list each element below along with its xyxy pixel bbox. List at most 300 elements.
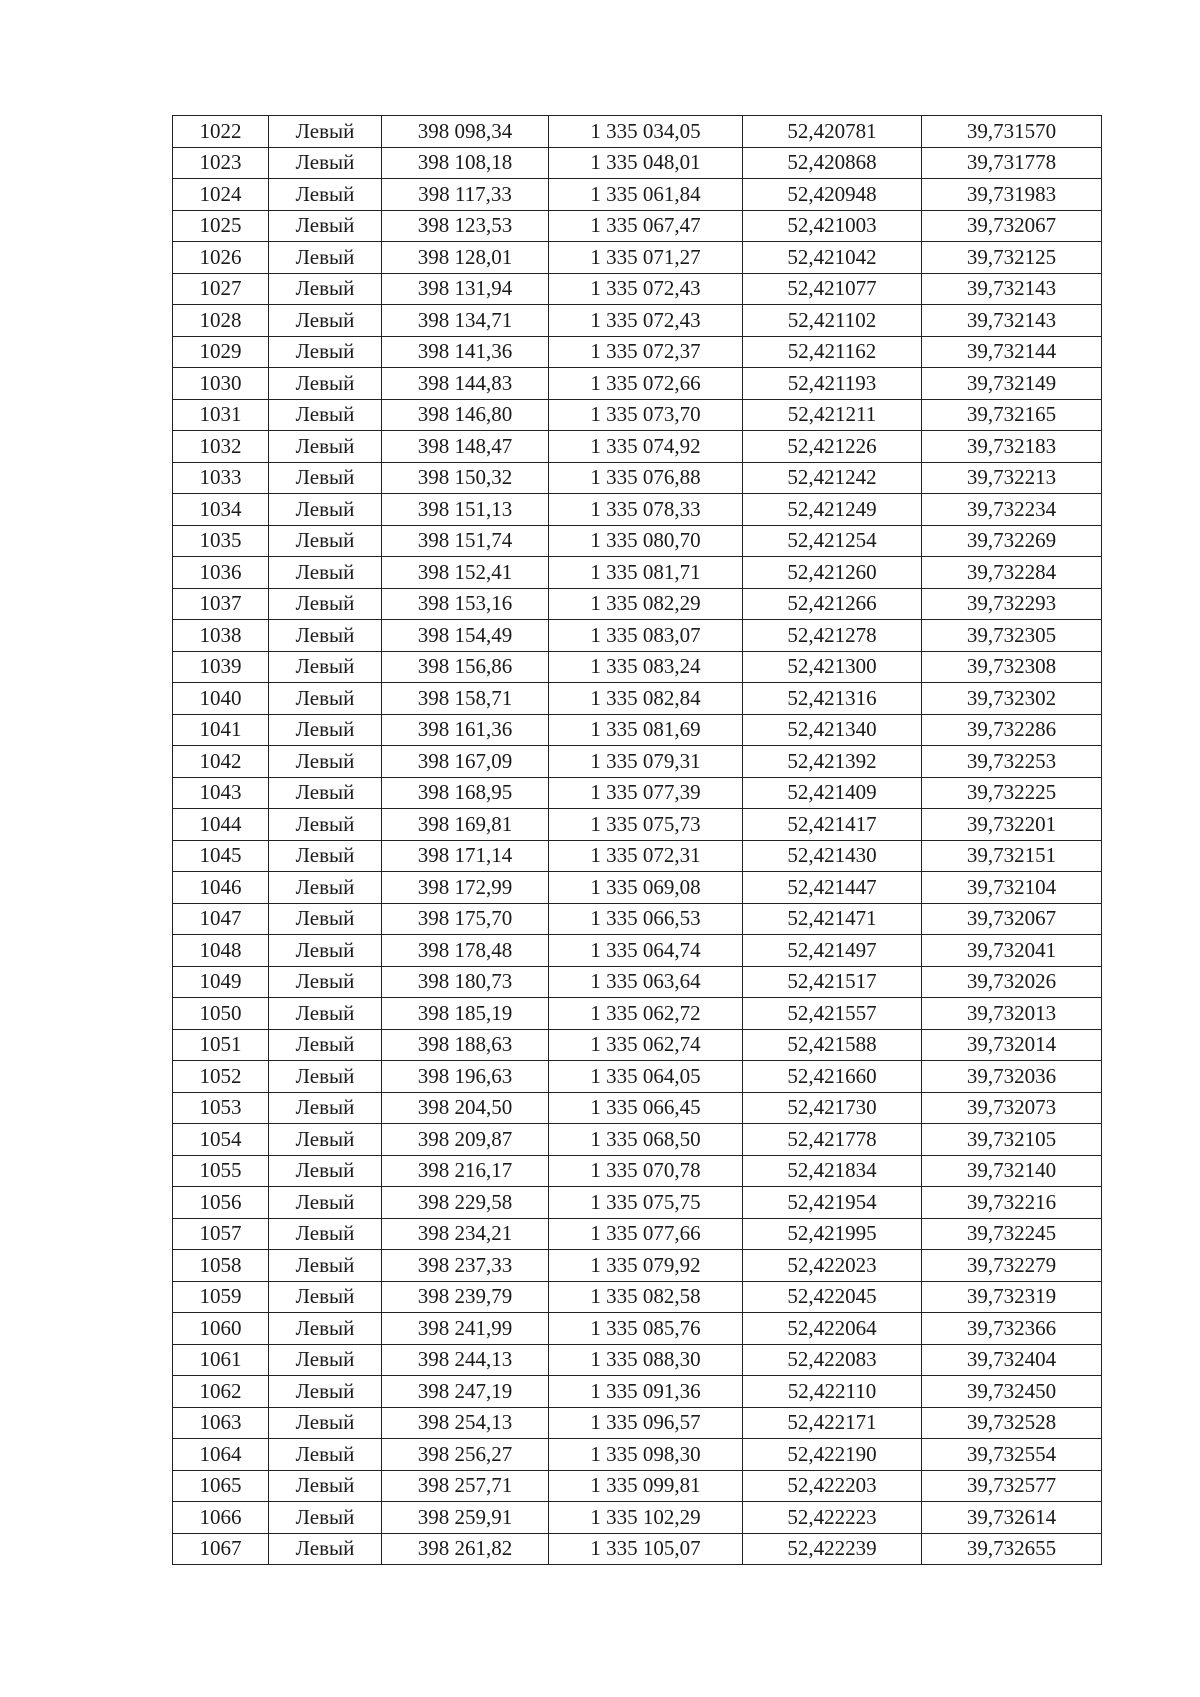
x-coordinate-cell: 398 216,17	[382, 1155, 549, 1187]
y-coordinate-cell: 1 335 068,50	[549, 1124, 743, 1156]
side-cell: Левый	[269, 746, 382, 778]
x-coordinate-cell: 398 188,63	[382, 1029, 549, 1061]
longitude-cell: 39,732104	[922, 872, 1102, 904]
latitude-cell: 52,421260	[743, 557, 922, 589]
point-number-cell: 1051	[173, 1029, 269, 1061]
table-row	[173, 1533, 1102, 1565]
latitude-cell: 52,421266	[743, 588, 922, 620]
point-number-cell: 1067	[173, 1533, 269, 1565]
latitude-cell: 52,421211	[743, 399, 922, 431]
y-coordinate-cell: 1 335 074,92	[549, 431, 743, 463]
side-cell: Левый	[269, 998, 382, 1030]
side-cell: Левый	[269, 431, 382, 463]
table-row	[173, 1376, 1102, 1408]
point-number-cell: 1064	[173, 1439, 269, 1471]
table-row	[173, 399, 1102, 431]
longitude-cell: 39,732286	[922, 714, 1102, 746]
y-coordinate-cell: 1 335 099,81	[549, 1470, 743, 1502]
longitude-cell: 39,732014	[922, 1029, 1102, 1061]
x-coordinate-cell: 398 171,14	[382, 840, 549, 872]
side-cell: Левый	[269, 557, 382, 589]
x-coordinate-cell: 398 209,87	[382, 1124, 549, 1156]
x-coordinate-cell: 398 257,71	[382, 1470, 549, 1502]
latitude-cell: 52,421042	[743, 242, 922, 274]
longitude-cell: 39,732041	[922, 935, 1102, 967]
table-row	[173, 1092, 1102, 1124]
x-coordinate-cell: 398 123,53	[382, 210, 549, 242]
latitude-cell: 52,421471	[743, 903, 922, 935]
y-coordinate-cell: 1 335 064,05	[549, 1061, 743, 1093]
longitude-cell: 39,731778	[922, 147, 1102, 179]
longitude-cell: 39,732125	[922, 242, 1102, 274]
x-coordinate-cell: 398 150,32	[382, 462, 549, 494]
y-coordinate-cell: 1 335 069,08	[549, 872, 743, 904]
table-row	[173, 714, 1102, 746]
y-coordinate-cell: 1 335 083,07	[549, 620, 743, 652]
latitude-cell: 52,421995	[743, 1218, 922, 1250]
point-number-cell: 1039	[173, 651, 269, 683]
longitude-cell: 39,732105	[922, 1124, 1102, 1156]
latitude-cell: 52,421254	[743, 525, 922, 557]
table-row	[173, 1218, 1102, 1250]
latitude-cell: 52,421730	[743, 1092, 922, 1124]
table-row	[173, 1029, 1102, 1061]
y-coordinate-cell: 1 335 077,66	[549, 1218, 743, 1250]
latitude-cell: 52,422171	[743, 1407, 922, 1439]
x-coordinate-cell: 398 158,71	[382, 683, 549, 715]
side-cell: Левый	[269, 305, 382, 337]
latitude-cell: 52,422203	[743, 1470, 922, 1502]
coordinates-table	[172, 115, 1102, 1565]
table-row	[173, 494, 1102, 526]
point-number-cell: 1049	[173, 966, 269, 998]
table-row	[173, 147, 1102, 179]
y-coordinate-cell: 1 335 066,45	[549, 1092, 743, 1124]
y-coordinate-cell: 1 335 080,70	[549, 525, 743, 557]
longitude-cell: 39,732655	[922, 1533, 1102, 1565]
longitude-cell: 39,732614	[922, 1502, 1102, 1534]
longitude-cell: 39,732308	[922, 651, 1102, 683]
y-coordinate-cell: 1 335 062,74	[549, 1029, 743, 1061]
y-coordinate-cell: 1 335 073,70	[549, 399, 743, 431]
table-row	[173, 179, 1102, 211]
x-coordinate-cell: 398 167,09	[382, 746, 549, 778]
y-coordinate-cell: 1 335 070,78	[549, 1155, 743, 1187]
longitude-cell: 39,731983	[922, 179, 1102, 211]
side-cell: Левый	[269, 1218, 382, 1250]
y-coordinate-cell: 1 335 072,37	[549, 336, 743, 368]
point-number-cell: 1062	[173, 1376, 269, 1408]
side-cell: Левый	[269, 1502, 382, 1534]
longitude-cell: 39,732225	[922, 777, 1102, 809]
longitude-cell: 39,732293	[922, 588, 1102, 620]
side-cell: Левый	[269, 588, 382, 620]
y-coordinate-cell: 1 335 067,47	[549, 210, 743, 242]
y-coordinate-cell: 1 335 072,31	[549, 840, 743, 872]
point-number-cell: 1063	[173, 1407, 269, 1439]
side-cell: Левый	[269, 809, 382, 841]
point-number-cell: 1024	[173, 179, 269, 211]
table-row	[173, 273, 1102, 305]
side-cell: Левый	[269, 1155, 382, 1187]
side-cell: Левый	[269, 840, 382, 872]
x-coordinate-cell: 398 237,33	[382, 1250, 549, 1282]
latitude-cell: 52,421409	[743, 777, 922, 809]
y-coordinate-cell: 1 335 048,01	[549, 147, 743, 179]
side-cell: Левый	[269, 1092, 382, 1124]
coordinates-table-body	[173, 116, 1102, 1565]
side-cell: Левый	[269, 1344, 382, 1376]
latitude-cell: 52,421077	[743, 273, 922, 305]
y-coordinate-cell: 1 335 079,92	[549, 1250, 743, 1282]
longitude-cell: 39,732143	[922, 305, 1102, 337]
longitude-cell: 39,732151	[922, 840, 1102, 872]
point-number-cell: 1050	[173, 998, 269, 1030]
latitude-cell: 52,420948	[743, 179, 922, 211]
latitude-cell: 52,421242	[743, 462, 922, 494]
longitude-cell: 39,732201	[922, 809, 1102, 841]
longitude-cell: 39,732284	[922, 557, 1102, 589]
point-number-cell: 1023	[173, 147, 269, 179]
point-number-cell: 1065	[173, 1470, 269, 1502]
x-coordinate-cell: 398 247,19	[382, 1376, 549, 1408]
table-row	[173, 1502, 1102, 1534]
x-coordinate-cell: 398 108,18	[382, 147, 549, 179]
point-number-cell: 1038	[173, 620, 269, 652]
point-number-cell: 1057	[173, 1218, 269, 1250]
y-coordinate-cell: 1 335 066,53	[549, 903, 743, 935]
x-coordinate-cell: 398 234,21	[382, 1218, 549, 1250]
x-coordinate-cell: 398 148,47	[382, 431, 549, 463]
y-coordinate-cell: 1 335 064,74	[549, 935, 743, 967]
longitude-cell: 39,732143	[922, 273, 1102, 305]
y-coordinate-cell: 1 335 072,66	[549, 368, 743, 400]
side-cell: Левый	[269, 368, 382, 400]
side-cell: Левый	[269, 620, 382, 652]
side-cell: Левый	[269, 1250, 382, 1282]
longitude-cell: 39,732073	[922, 1092, 1102, 1124]
x-coordinate-cell: 398 151,74	[382, 525, 549, 557]
table-row	[173, 336, 1102, 368]
y-coordinate-cell: 1 335 061,84	[549, 179, 743, 211]
longitude-cell: 39,732149	[922, 368, 1102, 400]
side-cell: Левый	[269, 1439, 382, 1471]
side-cell: Левый	[269, 1407, 382, 1439]
latitude-cell: 52,421300	[743, 651, 922, 683]
x-coordinate-cell: 398 146,80	[382, 399, 549, 431]
longitude-cell: 39,732577	[922, 1470, 1102, 1502]
point-number-cell: 1066	[173, 1502, 269, 1534]
point-number-cell: 1034	[173, 494, 269, 526]
latitude-cell: 52,421954	[743, 1187, 922, 1219]
point-number-cell: 1037	[173, 588, 269, 620]
y-coordinate-cell: 1 335 062,72	[549, 998, 743, 1030]
latitude-cell: 52,421497	[743, 935, 922, 967]
point-number-cell: 1044	[173, 809, 269, 841]
latitude-cell: 52,421003	[743, 210, 922, 242]
latitude-cell: 52,421249	[743, 494, 922, 526]
table-row	[173, 840, 1102, 872]
point-number-cell: 1025	[173, 210, 269, 242]
latitude-cell: 52,421517	[743, 966, 922, 998]
point-number-cell: 1056	[173, 1187, 269, 1219]
longitude-cell: 39,732234	[922, 494, 1102, 526]
y-coordinate-cell: 1 335 075,75	[549, 1187, 743, 1219]
y-coordinate-cell: 1 335 082,29	[549, 588, 743, 620]
side-cell: Левый	[269, 1470, 382, 1502]
latitude-cell: 52,420781	[743, 116, 922, 148]
latitude-cell: 52,421778	[743, 1124, 922, 1156]
y-coordinate-cell: 1 335 063,64	[549, 966, 743, 998]
y-coordinate-cell: 1 335 075,73	[549, 809, 743, 841]
table-row	[173, 1187, 1102, 1219]
longitude-cell: 39,732183	[922, 431, 1102, 463]
side-cell: Левый	[269, 399, 382, 431]
longitude-cell: 39,732026	[922, 966, 1102, 998]
latitude-cell: 52,422045	[743, 1281, 922, 1313]
side-cell: Левый	[269, 525, 382, 557]
latitude-cell: 52,422223	[743, 1502, 922, 1534]
point-number-cell: 1043	[173, 777, 269, 809]
side-cell: Левый	[269, 494, 382, 526]
point-number-cell: 1059	[173, 1281, 269, 1313]
table-row	[173, 1313, 1102, 1345]
longitude-cell: 39,732140	[922, 1155, 1102, 1187]
y-coordinate-cell: 1 335 079,31	[549, 746, 743, 778]
y-coordinate-cell: 1 335 082,58	[549, 1281, 743, 1313]
side-cell: Левый	[269, 1124, 382, 1156]
x-coordinate-cell: 398 168,95	[382, 777, 549, 809]
y-coordinate-cell: 1 335 096,57	[549, 1407, 743, 1439]
longitude-cell: 39,732067	[922, 210, 1102, 242]
y-coordinate-cell: 1 335 088,30	[549, 1344, 743, 1376]
x-coordinate-cell: 398 178,48	[382, 935, 549, 967]
point-number-cell: 1033	[173, 462, 269, 494]
longitude-cell: 39,732245	[922, 1218, 1102, 1250]
longitude-cell: 39,731570	[922, 116, 1102, 148]
x-coordinate-cell: 398 153,16	[382, 588, 549, 620]
point-number-cell: 1030	[173, 368, 269, 400]
point-number-cell: 1055	[173, 1155, 269, 1187]
side-cell: Левый	[269, 966, 382, 998]
x-coordinate-cell: 398 134,71	[382, 305, 549, 337]
x-coordinate-cell: 398 180,73	[382, 966, 549, 998]
side-cell: Левый	[269, 1187, 382, 1219]
side-cell: Левый	[269, 210, 382, 242]
y-coordinate-cell: 1 335 082,84	[549, 683, 743, 715]
point-number-cell: 1060	[173, 1313, 269, 1345]
point-number-cell: 1047	[173, 903, 269, 935]
x-coordinate-cell: 398 131,94	[382, 273, 549, 305]
y-coordinate-cell: 1 335 078,33	[549, 494, 743, 526]
longitude-cell: 39,732305	[922, 620, 1102, 652]
x-coordinate-cell: 398 144,83	[382, 368, 549, 400]
latitude-cell: 52,422023	[743, 1250, 922, 1282]
y-coordinate-cell: 1 335 085,76	[549, 1313, 743, 1345]
x-coordinate-cell: 398 151,13	[382, 494, 549, 526]
x-coordinate-cell: 398 229,58	[382, 1187, 549, 1219]
y-coordinate-cell: 1 335 102,29	[549, 1502, 743, 1534]
latitude-cell: 52,420868	[743, 147, 922, 179]
table-row	[173, 462, 1102, 494]
table-row	[173, 305, 1102, 337]
y-coordinate-cell: 1 335 076,88	[549, 462, 743, 494]
point-number-cell: 1052	[173, 1061, 269, 1093]
side-cell: Левый	[269, 1313, 382, 1345]
y-coordinate-cell: 1 335 072,43	[549, 273, 743, 305]
table-row	[173, 809, 1102, 841]
side-cell: Левый	[269, 872, 382, 904]
side-cell: Левый	[269, 242, 382, 274]
latitude-cell: 52,421162	[743, 336, 922, 368]
longitude-cell: 39,732450	[922, 1376, 1102, 1408]
x-coordinate-cell: 398 244,13	[382, 1344, 549, 1376]
x-coordinate-cell: 398 128,01	[382, 242, 549, 274]
x-coordinate-cell: 398 098,34	[382, 116, 549, 148]
table-row	[173, 620, 1102, 652]
table-row	[173, 777, 1102, 809]
x-coordinate-cell: 398 196,63	[382, 1061, 549, 1093]
side-cell: Левый	[269, 179, 382, 211]
longitude-cell: 39,732216	[922, 1187, 1102, 1219]
side-cell: Левый	[269, 651, 382, 683]
side-cell: Левый	[269, 1376, 382, 1408]
point-number-cell: 1053	[173, 1092, 269, 1124]
table-row	[173, 1250, 1102, 1282]
point-number-cell: 1035	[173, 525, 269, 557]
table-row	[173, 683, 1102, 715]
side-cell: Левый	[269, 1029, 382, 1061]
point-number-cell: 1022	[173, 116, 269, 148]
table-row	[173, 588, 1102, 620]
x-coordinate-cell: 398 259,91	[382, 1502, 549, 1534]
table-row	[173, 1061, 1102, 1093]
longitude-cell: 39,732366	[922, 1313, 1102, 1345]
side-cell: Левый	[269, 683, 382, 715]
point-number-cell: 1029	[173, 336, 269, 368]
table-row	[173, 368, 1102, 400]
table-row	[173, 651, 1102, 683]
latitude-cell: 52,421340	[743, 714, 922, 746]
point-number-cell: 1048	[173, 935, 269, 967]
latitude-cell: 52,421193	[743, 368, 922, 400]
side-cell: Левый	[269, 714, 382, 746]
point-number-cell: 1032	[173, 431, 269, 463]
table-row	[173, 872, 1102, 904]
point-number-cell: 1040	[173, 683, 269, 715]
y-coordinate-cell: 1 335 081,71	[549, 557, 743, 589]
longitude-cell: 39,732302	[922, 683, 1102, 715]
x-coordinate-cell: 398 117,33	[382, 179, 549, 211]
latitude-cell: 52,421102	[743, 305, 922, 337]
x-coordinate-cell: 398 152,41	[382, 557, 549, 589]
point-number-cell: 1058	[173, 1250, 269, 1282]
side-cell: Левый	[269, 935, 382, 967]
x-coordinate-cell: 398 239,79	[382, 1281, 549, 1313]
table-row	[173, 966, 1102, 998]
latitude-cell: 52,422190	[743, 1439, 922, 1471]
side-cell: Левый	[269, 1281, 382, 1313]
table-row	[173, 1155, 1102, 1187]
table-row	[173, 746, 1102, 778]
side-cell: Левый	[269, 903, 382, 935]
point-number-cell: 1041	[173, 714, 269, 746]
latitude-cell: 52,421660	[743, 1061, 922, 1093]
side-cell: Левый	[269, 462, 382, 494]
longitude-cell: 39,732253	[922, 746, 1102, 778]
latitude-cell: 52,422064	[743, 1313, 922, 1345]
x-coordinate-cell: 398 141,36	[382, 336, 549, 368]
x-coordinate-cell: 398 256,27	[382, 1439, 549, 1471]
latitude-cell: 52,422239	[743, 1533, 922, 1565]
longitude-cell: 39,732269	[922, 525, 1102, 557]
latitude-cell: 52,422083	[743, 1344, 922, 1376]
longitude-cell: 39,732528	[922, 1407, 1102, 1439]
table-row	[173, 998, 1102, 1030]
point-number-cell: 1036	[173, 557, 269, 589]
x-coordinate-cell: 398 261,82	[382, 1533, 549, 1565]
x-coordinate-cell: 398 161,36	[382, 714, 549, 746]
longitude-cell: 39,732404	[922, 1344, 1102, 1376]
x-coordinate-cell: 398 154,49	[382, 620, 549, 652]
point-number-cell: 1061	[173, 1344, 269, 1376]
point-number-cell: 1031	[173, 399, 269, 431]
longitude-cell: 39,732144	[922, 336, 1102, 368]
x-coordinate-cell: 398 175,70	[382, 903, 549, 935]
point-number-cell: 1045	[173, 840, 269, 872]
longitude-cell: 39,732213	[922, 462, 1102, 494]
latitude-cell: 52,421834	[743, 1155, 922, 1187]
y-coordinate-cell: 1 335 098,30	[549, 1439, 743, 1471]
table-row	[173, 525, 1102, 557]
latitude-cell: 52,421417	[743, 809, 922, 841]
point-number-cell: 1054	[173, 1124, 269, 1156]
longitude-cell: 39,732319	[922, 1281, 1102, 1313]
side-cell: Левый	[269, 336, 382, 368]
y-coordinate-cell: 1 335 083,24	[549, 651, 743, 683]
side-cell: Левый	[269, 777, 382, 809]
x-coordinate-cell: 398 172,99	[382, 872, 549, 904]
table-row	[173, 935, 1102, 967]
latitude-cell: 52,421588	[743, 1029, 922, 1061]
point-number-cell: 1027	[173, 273, 269, 305]
longitude-cell: 39,732165	[922, 399, 1102, 431]
x-coordinate-cell: 398 204,50	[382, 1092, 549, 1124]
table-row	[173, 903, 1102, 935]
table-row	[173, 210, 1102, 242]
latitude-cell: 52,422110	[743, 1376, 922, 1408]
latitude-cell: 52,421447	[743, 872, 922, 904]
y-coordinate-cell: 1 335 081,69	[549, 714, 743, 746]
latitude-cell: 52,421392	[743, 746, 922, 778]
longitude-cell: 39,732554	[922, 1439, 1102, 1471]
latitude-cell: 52,421278	[743, 620, 922, 652]
table-row	[173, 1344, 1102, 1376]
side-cell: Левый	[269, 273, 382, 305]
y-coordinate-cell: 1 335 077,39	[549, 777, 743, 809]
latitude-cell: 52,421316	[743, 683, 922, 715]
x-coordinate-cell: 398 156,86	[382, 651, 549, 683]
y-coordinate-cell: 1 335 091,36	[549, 1376, 743, 1408]
longitude-cell: 39,732067	[922, 903, 1102, 935]
point-number-cell: 1028	[173, 305, 269, 337]
table-row	[173, 1470, 1102, 1502]
side-cell: Левый	[269, 1061, 382, 1093]
point-number-cell: 1046	[173, 872, 269, 904]
table-row	[173, 1124, 1102, 1156]
x-coordinate-cell: 398 185,19	[382, 998, 549, 1030]
y-coordinate-cell: 1 335 105,07	[549, 1533, 743, 1565]
